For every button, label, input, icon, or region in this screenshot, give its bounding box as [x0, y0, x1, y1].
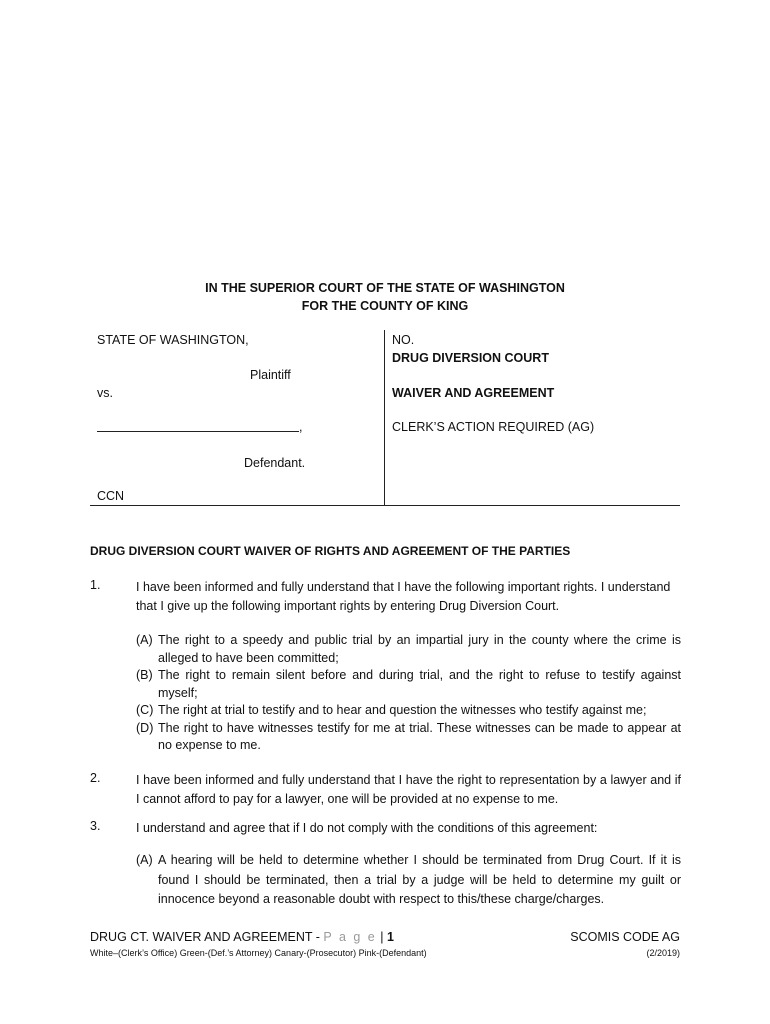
- court-heading-line1: IN THE SUPERIOR COURT OF THE STATE OF WASHINGTON: [205, 281, 565, 295]
- item-text: I have been informed and fully understand that I have the following important rights. I understand that I give up the following important rights by entering Drug Diversion Court.: [136, 580, 671, 613]
- court-heading-line2: FOR THE COUNTY OF KING: [301, 299, 469, 313]
- caption-case-no: NO.: [392, 333, 415, 347]
- caption-party: STATE OF WASHINGTON,: [97, 333, 249, 347]
- sub-item-text: The right to have witnesses testify for me at trial. These witnesses can be made to appear at no expense to me.: [158, 720, 681, 752]
- defendant-name-line: [97, 431, 299, 432]
- footer-page-separator: |: [376, 930, 387, 944]
- caption-clerk-action: CLERK’S ACTION REQUIRED (AG): [392, 420, 595, 434]
- sub-item-label: (A): [136, 633, 153, 647]
- caption-bottom-rule: [90, 505, 680, 506]
- item-text: I have been informed and fully understand that I have the right to representation by a lawyer and if I cannot afford to pay for a lawyer, one will be provided at no expense to me.: [136, 773, 681, 806]
- sub-item-text: A hearing will be held to determine whether I should be terminated from Drug Court. If it is found I should be terminated, then a trial by a judge will be held to determine my guilt or innocence beyond a reasonable doubt with respect to this/these charge/charges.: [158, 853, 681, 906]
- sub-item: [136, 720, 681, 755]
- item-number: 2.: [90, 771, 101, 785]
- sub-list: [136, 632, 681, 755]
- sub-list: [136, 851, 681, 910]
- caption-vs: vs.: [97, 386, 113, 400]
- caption-defendant-label: Defendant.: [244, 456, 306, 470]
- sub-item-text: The right at trial to testify and to hear and question the witnesses who testify against me;: [158, 703, 647, 717]
- sub-item-label: (A): [136, 853, 153, 867]
- caption-plaintiff-label: Plaintiff: [250, 368, 291, 382]
- footer-title: [90, 930, 394, 944]
- item-number: 1.: [90, 578, 101, 592]
- sub-item-label: (D): [136, 720, 154, 735]
- footer-scomis-code: SCOMIS CODE AG: [570, 930, 680, 944]
- sub-item: [136, 667, 681, 702]
- footer-copy-distribution: White–(Clerk’s Office) Green-(Def.’s Attorney) Canary-(Prosecutor) Pink-(Defendant): [90, 948, 427, 958]
- caption-divider: [384, 330, 385, 505]
- sub-item-label: (B): [136, 668, 153, 682]
- caption-title-court: DRUG DIVERSION COURT: [392, 351, 549, 365]
- footer-page-word: P a g e: [323, 930, 377, 944]
- sub-item-text: The right to a speedy and public trial by an impartial jury in the county where the crime is alleged to have been committed;: [158, 633, 681, 665]
- sub-item: [136, 702, 681, 720]
- item-text: I understand and agree that if I do not comply with the conditions of this agreement:: [136, 821, 598, 835]
- section-title: DRUG DIVERSION COURT WAIVER OF RIGHTS AND AGREEMENT OF THE PARTIES: [90, 544, 571, 558]
- footer-title-text: DRUG CT. WAIVER AND AGREEMENT -: [90, 930, 324, 944]
- caption-ccn: CCN: [97, 489, 125, 503]
- caption-title-waiver: WAIVER AND AGREEMENT: [392, 386, 555, 400]
- sub-item-text: The right to remain silent before and during trial, and the right to refuse to testify against myself;: [158, 668, 681, 700]
- sub-item-label: (C): [136, 703, 154, 717]
- footer-form-date: (2/2019): [646, 948, 680, 958]
- caption-comma: ,: [299, 420, 303, 434]
- sub-item: [136, 632, 681, 667]
- sub-item: [136, 851, 681, 910]
- item-number: 3.: [90, 819, 101, 833]
- footer-page-number: 1: [386, 930, 394, 944]
